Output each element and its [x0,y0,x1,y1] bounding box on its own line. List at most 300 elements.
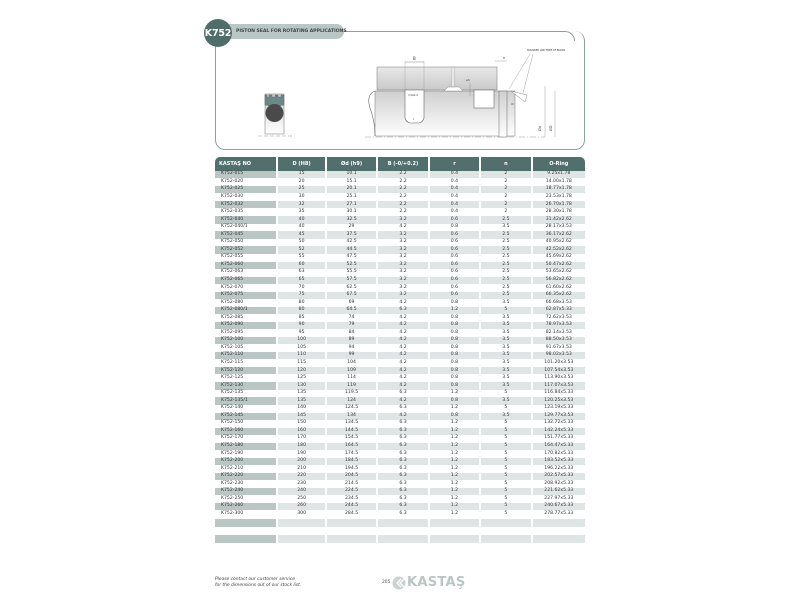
cell-d: 114 [347,375,356,381]
cell-d: 109 [327,367,376,374]
cell-D: 190 [297,450,306,456]
table-row [215,262,585,270]
cell-d: 79 [327,322,376,329]
cell-r: 0.6 [430,262,479,269]
cell-n: 2.5 [502,284,510,290]
cell-kastas-no: K752-200 [215,458,276,465]
cell-oring: 88.50x3.53 [533,337,585,344]
table-row [215,428,585,436]
cell-kastas-no: K752-135 [221,390,244,396]
cell-kastas-no: K752-050 [221,239,244,245]
cell-oring: 28.17x3.53 [545,224,572,230]
cell-d: 164.5 [327,443,376,450]
cell-kastas-no: K752-250 [221,495,244,501]
cell-oring: 72.62x3.53 [545,314,572,320]
cell-B: 4.2 [378,367,427,374]
cell-r: 0.8 [450,224,459,230]
table-row [215,367,585,375]
cell-kastas-no: K752-020 [221,178,244,184]
table-row [215,216,585,224]
cell-d: 104 [347,360,356,365]
cell-kastas-no: K752-230 [221,480,244,486]
cell-d: 99 [327,352,376,359]
table-row [215,314,585,322]
cell-d: 27.1 [327,201,376,208]
cell-oring: 50.47x2.62 [533,262,585,269]
cell-B: 3.2 [378,277,427,284]
table-row [215,480,585,488]
cell-oring: 117.07x3.53 [533,382,585,389]
cell-r: 0.4 [450,178,459,184]
table-spacer [215,527,585,534]
cell [430,535,479,543]
cell-kastas-no: K752-125 [221,375,244,381]
cell-oring: 116.84x5.33 [544,390,574,396]
col-header-D: D (H8) [278,157,324,171]
cell-n: 3.5 [481,397,530,404]
col-header-d: Ød (h9) [327,157,376,171]
cell-D: 80 [278,307,324,314]
cell [481,519,530,527]
cell-kastas-no: K752-170 [221,435,244,441]
cell-d: 62.5 [346,284,357,290]
table-row [215,254,585,262]
cell-D: 52 [278,246,324,253]
cell [215,535,276,543]
cell-d: 134.5 [344,420,359,426]
cell-n: 2 [504,178,508,184]
table-row [215,307,585,315]
cell-B: 4.2 [378,413,427,420]
cell-r: 0.8 [430,382,479,389]
table-row [215,179,585,187]
cell-r: 0.4 [430,186,479,193]
label-r: r [413,117,415,121]
cell-kastas-no: K752-035 [221,209,244,215]
kastas-logo-icon [392,576,406,590]
cell [378,519,427,527]
cell-D: 145 [278,413,324,420]
cell-oring: 113.90x3.53 [544,375,574,381]
table-row [215,413,585,421]
cell-kastas-no: K752-030 [221,193,244,199]
cell-n: 5 [481,473,530,480]
cell-n: 3.5 [481,322,530,329]
cell-r: 1.2 [430,503,479,510]
cell-D: 15 [278,171,324,178]
table-row [215,186,585,194]
cell [327,535,376,543]
cell-n: 3.5 [481,382,530,389]
cell [215,519,276,527]
table-row [215,345,585,353]
cell-d: 124.5 [344,405,359,411]
cell-d: 89 [327,337,376,344]
table-row [215,420,585,428]
cell-B: 6.3 [378,473,427,480]
cell-B: 3.2 [399,239,407,245]
cell-D: 65 [278,277,324,284]
cell-D: 32 [278,201,324,208]
cell-d: 44.5 [327,246,376,253]
cell-n: 2 [481,186,530,193]
cell-oring: 18.77x1.78 [533,186,585,193]
cell-D: 75 [278,292,324,299]
cell-d: 184.5 [327,458,376,465]
cell-n: 3.5 [481,367,530,374]
footer-note-line1: Please contact our customer service [215,577,295,582]
cell-n: 2.5 [502,239,510,245]
cell-n: 3.5 [502,360,510,365]
cell-n: 2.5 [481,277,530,284]
cell-B: 4.2 [378,337,427,344]
cell-n: 3.5 [502,299,510,305]
table-row [215,337,585,345]
cell-kastas-no: K752-105 [221,344,244,350]
cell-D: 95 [298,329,305,335]
cell-n: 5 [481,307,530,314]
cell-B: 6.3 [399,450,407,456]
cell-r: 1.2 [450,465,459,471]
cell-kastas-no: K752-040 [215,216,276,223]
seal-cross-section [258,94,295,136]
cell-n: 2.5 [481,292,530,299]
cell-n: 5 [504,465,508,471]
cell-kastas-no: K752-063 [221,269,244,275]
cell-D: 35 [298,209,305,215]
cell-r: 0.4 [430,201,479,208]
table-row [215,405,585,413]
brand-name: KASTAŞ [407,575,466,590]
cell-kastas-no: K752-210 [221,465,244,471]
brand-logo [392,575,466,590]
cell-oring: 53.65x2.62 [545,269,572,275]
cell-r: 0.6 [450,239,459,245]
cell-D: 120 [278,367,324,374]
cell-r: 0.6 [430,216,479,223]
table-row [215,360,585,368]
cell-n: 5 [481,503,530,510]
cell-kastas-no: K752-140 [221,405,244,411]
cell-oring: 31.42x2.62 [533,216,585,223]
cell-kastas-no: K752-180 [215,443,276,450]
cell-oring: 107.54x3.53 [533,367,585,374]
cell-r: 1.2 [430,307,479,314]
cell-B: 2.2 [378,186,427,193]
cell-D: 210 [297,465,306,471]
cell-d: 67.5 [327,292,376,299]
cell-n: 5 [504,480,508,486]
cell-r: 1.2 [450,435,459,441]
cell-d: 154.5 [344,435,359,441]
cell-D: 20 [298,178,305,184]
cell-n: 5 [504,435,508,441]
cell-n: 2 [481,171,530,178]
cell-kastas-no: K752-100 [215,337,276,344]
cell-d: 64.5 [327,307,376,314]
cell-kastas-no: K752-120 [215,367,276,374]
cell-D: 40 [298,224,305,230]
cell-d: 20.1 [327,186,376,193]
technical-diagram [215,31,585,150]
cell-r: 1.2 [450,480,459,486]
cell-D: 150 [297,420,306,426]
cell-d: 134 [327,413,376,420]
label-n: n [503,56,506,60]
cell-n: 5 [481,458,530,465]
table-row [215,246,585,254]
cell [481,535,530,543]
cell-oring: 42.52x2.62 [533,246,585,253]
cell-B: 2.2 [378,171,427,178]
cell-oring: 151.77x5.33 [544,435,574,441]
cell-n: 5 [481,488,530,495]
table-row [215,390,585,398]
cell-r: 0.8 [450,344,459,350]
cell-kastas-no: K752-070 [221,284,244,290]
cell-d: 124 [327,397,376,404]
cell-B: 3.2 [378,246,427,253]
cell-oring: 132.72x5.33 [544,420,574,426]
table-row [215,375,585,383]
cell-kastas-no: K752-220 [215,473,276,480]
cell-D: 90 [278,322,324,329]
cell-B: 2.2 [378,201,427,208]
label-chamfer: r/3x0.2 [408,93,418,97]
cell-d: 15.1 [346,178,357,184]
cell-B: 6.3 [399,420,407,426]
cell-kastas-no: K752-055 [221,254,244,260]
col-header-oring: O-Ring [533,157,585,171]
cell-D: 260 [278,503,324,510]
page-number: 205 [382,580,391,585]
label-od: Ød [538,126,542,131]
cell-r: 0.6 [450,284,459,290]
table-row [215,488,585,496]
cell-B: 2.2 [399,209,407,215]
cell-B: 6.3 [378,488,427,495]
cell-r: 1.2 [430,428,479,435]
cell-oring: 14.00x1.78 [545,178,572,184]
cell-B: 6.3 [399,435,407,441]
cell [533,535,585,543]
table-row [215,496,585,504]
cell-d: 144.5 [327,428,376,435]
cell-B: 4.2 [399,344,407,350]
cell-oring: 208.92x5.33 [544,480,574,486]
cell-d: 234.5 [344,495,359,501]
cell-kastas-no: K752-190 [221,450,244,456]
cell-r: 0.8 [430,367,479,374]
cell-B: 4.2 [399,314,407,320]
cell-D: 60 [278,262,324,269]
table-row [215,224,585,232]
cell-oring: 36.17x2.62 [533,231,585,238]
label-eh: eh [466,78,470,82]
cell-d: 42.5 [346,239,357,245]
cell-oring: 202.57x5.33 [533,473,585,480]
cell-B: 4.2 [378,352,427,359]
cell-B: 3.2 [378,262,427,269]
cell-r: 1.2 [450,510,459,516]
cell-n: 2 [504,193,508,199]
cell-kastas-no: K752-240 [215,488,276,495]
cell-B: 4.2 [378,397,427,404]
cell-oring: 221.62x5.33 [533,488,585,495]
cell-B: 6.3 [399,405,407,411]
cell-kastas-no: K752-085 [221,314,244,320]
cell-D: 100 [278,337,324,344]
cell-n: 2.5 [481,216,530,223]
cell-d: 174.5 [344,450,359,456]
cell-d: 32.5 [327,216,376,223]
cell-B: 3.2 [399,284,407,290]
cell [278,519,324,527]
cell-D: 115 [297,360,306,365]
cell-r: 0.8 [450,360,459,365]
cell-r: 0.6 [430,231,479,238]
cell-B: 6.3 [399,510,407,516]
col-header-n: n [481,157,530,171]
cell-oring: 123.19x5.33 [544,405,574,411]
cell-n: 3.5 [502,329,510,335]
cell-kastas-no: K752-150 [221,420,244,426]
label-oD: ØD [549,125,553,131]
col-header-r: r [430,157,479,171]
cell-d: 55.5 [346,269,357,275]
table-row [215,435,585,443]
cell-kastas-no: K752-090 [215,322,276,329]
title-pill [224,24,347,39]
cell-kastas-no: K752-065 [215,277,276,284]
cell-D: 80 [298,299,305,305]
cell-kastas-no: K752-080/1 [215,307,276,314]
cell-n: 3.5 [502,224,510,230]
cell-D: 300 [297,510,306,516]
cell-oring: 78.97x3.53 [533,322,585,329]
cell-r: 0.8 [450,375,459,381]
cell-r: 1.2 [450,420,459,426]
cell-d: 57.5 [327,277,376,284]
cell-kastas-no: K752-115 [221,360,244,365]
cell-kastas-no: K752-075 [215,292,276,299]
cell-oring: 56.82x2.62 [533,277,585,284]
cell-kastas-no: K752-300 [221,510,244,516]
cell-B: 3.2 [378,231,427,238]
cell-r: 1.2 [450,390,459,396]
cell-oring: 101.20x3.53 [544,360,574,365]
cell-D: 160 [278,428,324,435]
table-row [215,322,585,330]
cell-d: 30.1 [346,209,357,215]
cell-D: 200 [278,458,324,465]
table-row [215,171,585,179]
cell-kastas-no: K752-052 [215,246,276,253]
table-row [215,511,585,519]
cell-d: 204.5 [327,473,376,480]
col-header-kastas-no: KASTAŞ NO [215,157,276,171]
cell-B: 6.3 [378,428,427,435]
cell-B: 4.2 [399,360,407,365]
cell-r: 0.4 [450,209,459,215]
cell-r: 0.4 [450,193,459,199]
cell-n: 3.5 [502,314,510,320]
cell-r: 0.8 [450,329,459,335]
table-row-empty [215,519,585,527]
cell-n: 5 [504,450,508,456]
cell-n: 3.5 [481,337,530,344]
cell-D: 240 [278,488,324,495]
cell-B: 6.3 [399,390,407,396]
cell-kastas-no: K752-045 [215,231,276,238]
label-m: m [511,102,514,106]
cell-D: 135 [297,390,306,396]
cell-n: 5 [504,405,508,411]
cell-d: 37.5 [327,231,376,238]
cell-n: 3.5 [502,344,510,350]
cell-B: 6.3 [378,307,427,314]
cell-D: 250 [297,495,306,501]
cell-B: 3.2 [378,292,427,299]
cell-oring: 196.22x5.33 [544,465,574,471]
cell-B: 6.3 [399,495,407,501]
footer-note-line2: for the dimensions out of our stock list. [215,583,302,588]
cell-r: 0.6 [430,292,479,299]
cell-oring: 164.47x5.33 [533,443,585,450]
table-row [215,465,585,473]
cell-B: 3.2 [399,269,407,275]
cell-n: 3.5 [481,413,530,420]
cell-B: 3.2 [378,216,427,223]
cell-n: 2.5 [481,246,530,253]
table-row [215,194,585,202]
table-row [215,277,585,285]
cell-oring: 142.24x5.33 [533,428,585,435]
cell-d: 25.1 [346,193,357,199]
cell-B: 6.3 [378,443,427,450]
cell-oring: 82.14x3.53 [545,329,572,335]
cell-D: 45 [278,231,324,238]
cell-oring: 129.77x3.53 [533,413,585,420]
page-title: PISTON SEAL FOR ROTATING APPLICATIONS [236,29,347,34]
table-row-empty [215,535,585,543]
cell-n: 2.5 [481,231,530,238]
cell-B: 6.3 [378,458,427,465]
cell-kastas-no: K752-110 [215,352,276,359]
cell-d: 74 [348,314,355,320]
cell-oring: 240.67x5.33 [533,503,585,510]
cell-oring: 278.77x5.33 [544,510,574,516]
cell-r: 0.8 [430,352,479,359]
cell-n: 2.5 [502,254,510,260]
cell-d: 94 [348,344,355,350]
table-row [215,473,585,481]
cell-oring: 170.82x5.33 [544,450,574,456]
cell-r: 0.8 [430,413,479,420]
cell-r: 1.2 [430,443,479,450]
cell-D: 170 [297,435,306,441]
label-B: B [413,56,416,61]
cell-r: 1.2 [430,458,479,465]
cell-n: 5 [504,510,508,516]
cell-r: 1.2 [450,495,459,501]
assembly-section [365,49,566,137]
cell-n: 2 [481,201,530,208]
cell-kastas-no: K752-260 [215,503,276,510]
cell-kastas-no: K752-032 [215,201,276,208]
cell [533,519,585,527]
cell-B: 4.2 [399,375,407,381]
